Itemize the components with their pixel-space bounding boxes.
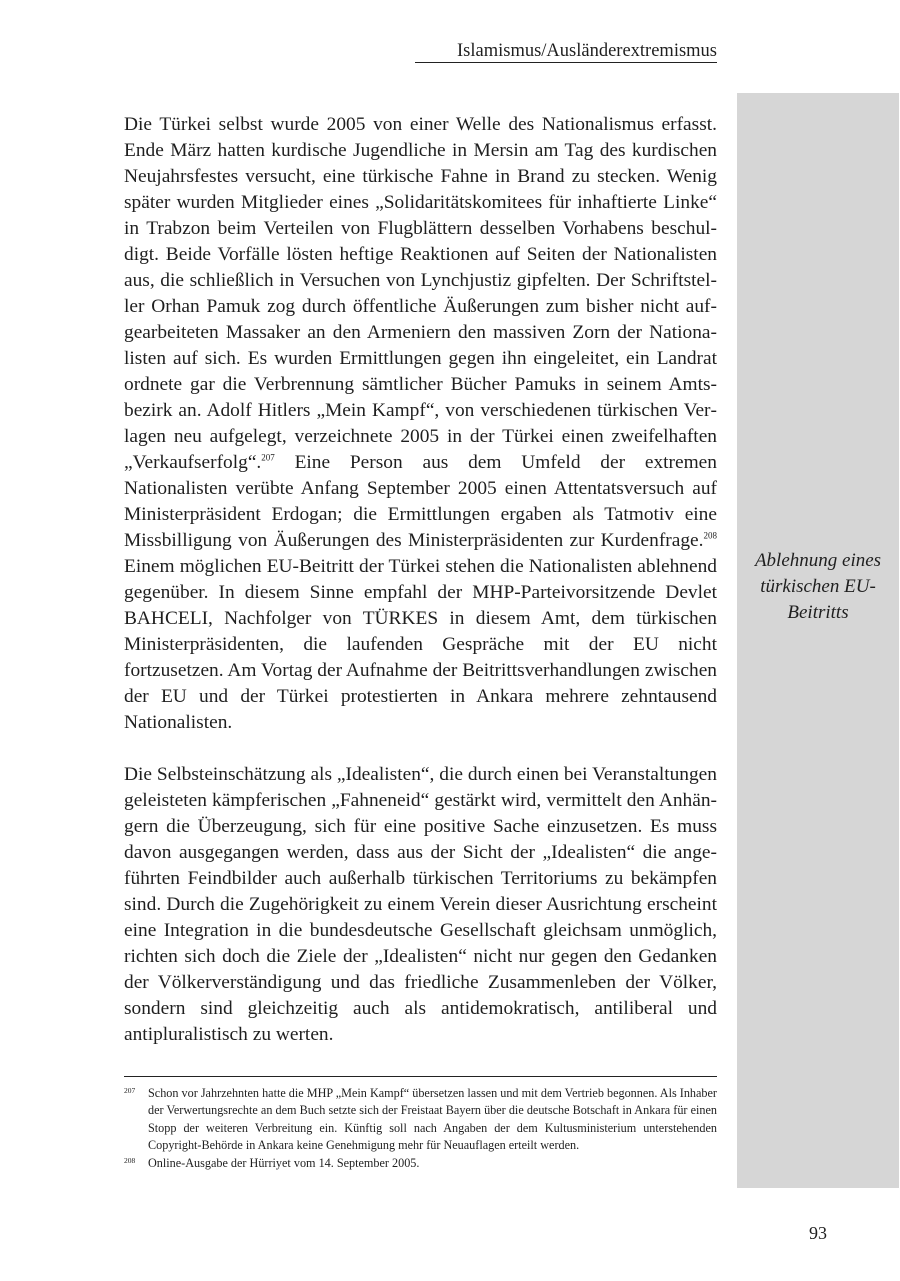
margin-column xyxy=(737,93,899,1188)
footnote-divider xyxy=(124,1076,717,1077)
footnote-text: Online-Ausgabe der Hürriyet vom 14. September 2005. xyxy=(148,1155,420,1170)
footnote-reference[interactable]: 208 xyxy=(703,530,717,541)
paragraph-text: Eine Person aus dem Umfeld der extremen Nationalisten verübte Anfang September 2005 einen Attentatsversuch auf Ministerpräsident Erdogan; die Ermittlungen ergaben als Tatmotiv eine Missbilligung von Äußerungen des Ministerpräsidenten zur Kurdenfrage. xyxy=(124,452,717,551)
paragraph xyxy=(124,112,717,736)
paragraph-text: Einem möglichen EU-Beitritt der Türkei stehen die Nationalisten ablehnend gegenüber. In diesem Sinne empfahl der MHP-Parteivorsitzende Devlet BAHCELI, Nachfolger von TÜRKES in diesem Amt, dem türkischen Ministerpräsidenten, die laufenden Gespräche mit der EU nicht fortzusetzen. Am Vortag der Aufnahme der Beitrittsverhandlungen zwischen der EU und der Türkei protestierten in Ankara mehrere zehntausend Nationalisten. xyxy=(124,556,717,733)
footnote xyxy=(124,1085,717,1155)
footnote-number: 207 xyxy=(124,1086,136,1095)
footnote-number: 208 xyxy=(124,1155,136,1165)
running-header xyxy=(415,40,717,63)
page-number: 93 xyxy=(809,1223,827,1243)
running-header-title: Islamismus/Ausländerextremismus xyxy=(457,41,717,61)
paragraph-text: Die Türkei selbst wurde 2005 von einer Welle des Nationalismus erfasst. Ende März hatten kurdische Jugendliche in Mersin am Tag des kurdischen Neujahrsfestes versucht, eine türkische Fahne in Brand zu stecken. Wenig später wurden Mitglieder eines „Solidaritätskomitees für inhaftierte Linke“ in Trabzon beim Verteilen von Flugblättern desselben Vorhabens beschuldigt. Beide Vorfälle lösten heftige Reaktionen auf Seiten der Nationalisten aus, die schließlich in Versuchen von Lynchjustiz gipfelten. Der Schriftsteller Orhan Pamuk zog durch öffentliche Äußerungen zum bisher nicht aufgearbeiteten Massaker an den Armeniern den massiven Zorn der Nationalisten auf sich. Es wurden Ermittlungen gegen ihn eingeleitet, ein Landrat ordnete gar die Verbrennung sämtlicher Bücher Pamuks in seinem Amtsbezirk an. Adolf Hitlers „Mein Kampf“, von verschiedenen türkischen Verlagen neu aufgelegt, verzeichnete 2005 in der Türkei einen zweifelhaften „Verkaufserfolg“. xyxy=(124,114,717,473)
footnote xyxy=(124,1155,717,1172)
footnote-text: Schon vor Jahrzehnten hatte die MHP „Mein Kampf“ übersetzen lassen und mit dem Vertrieb begonnen. Als Inhaber der Verwertungsrechte an dem Buch setzte sich der Freistaat Bayern über die deutsche Botschaft in Ankara für einen Stopp der weiteren Verbreitung ein. Künftig soll nach Angaben der dem Kultusministerium unterstehenden Copyright-Behörde in Ankara keine Genehmigung mehr für Neuauflagen erteilt werden. xyxy=(148,1086,717,1153)
footnotes xyxy=(124,1085,717,1172)
main-text xyxy=(124,112,717,1048)
margin-note: Ablehnung eines türkischen EU-Beitritts xyxy=(754,550,882,623)
paragraph: Die Selbsteinschätzung als „Idealisten“, die durch einen bei Veranstaltungen geleisteten kämpferischen „Fahneneid“ gestärkt wird, vermittelt den Anhängern die Überzeugung, sich für eine positive Sache einzusetzen. Es muss davon ausgegangen werden, dass aus der Sicht der „Idealisten“ die angeführten Feindbilder auch außerhalb türkischen Territoriums zu bekämpfen sind. Durch die Zugehörigkeit zu einem Verein dieser Ausrichtung erscheint eine Integration in die bundesdeutsche Gesellschaft gleichsam unmöglich, richten sich doch die Ziele der „Idealisten“ nicht nur gegen den Gedanken der Völkerverständigung und das friedliche Zusammenleben der Völker, sondern sind gleichzeitig auch als antidemokratisch, antiliberal und antipluralistisch zu werten. xyxy=(124,764,717,1045)
footnote-reference[interactable]: 207 xyxy=(261,452,275,463)
